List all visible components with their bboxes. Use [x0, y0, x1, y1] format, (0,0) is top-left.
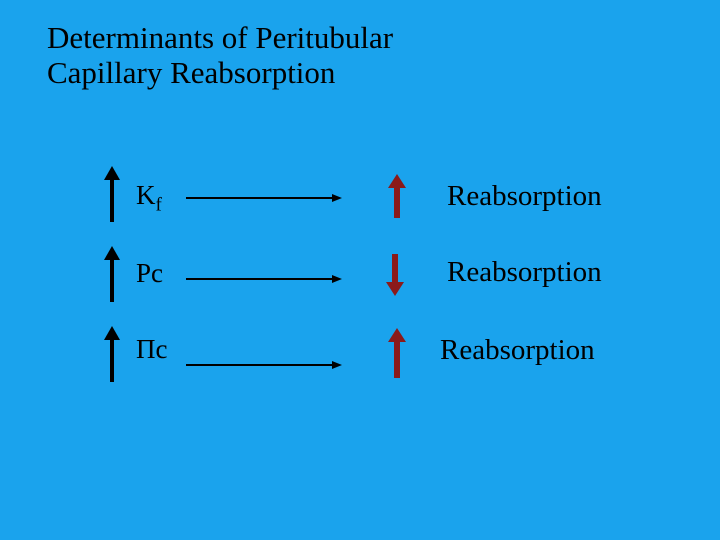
factor-label: Pc	[136, 258, 163, 288]
factor-label	[136, 180, 162, 216]
effect-up-arrow-icon	[388, 328, 406, 378]
effect-label: Reabsorption	[447, 180, 602, 212]
up-arrow-icon	[104, 246, 120, 302]
factor-label: Πc	[136, 334, 168, 364]
effect-label: Reabsorption	[447, 256, 602, 288]
right-arrow-icon	[186, 193, 342, 203]
determinant-row-kf	[0, 160, 720, 240]
effect-down-arrow-icon	[386, 254, 404, 296]
title-line-1: Determinants of Peritubular	[47, 20, 394, 55]
effect-up-arrow-icon	[388, 174, 406, 218]
up-arrow-icon	[104, 326, 120, 382]
right-arrow-icon	[186, 360, 342, 370]
determinant-row-pc	[0, 240, 720, 320]
slide-title	[47, 20, 393, 90]
title-line-2: Capillary Reabsorption	[47, 55, 336, 90]
up-arrow-icon	[104, 166, 120, 222]
determinant-row-pi-c	[0, 320, 720, 400]
effect-label: Reabsorption	[440, 334, 595, 366]
right-arrow-icon	[186, 274, 342, 284]
factor-subscript: f	[155, 194, 162, 216]
factor-symbol: K	[136, 180, 156, 210]
